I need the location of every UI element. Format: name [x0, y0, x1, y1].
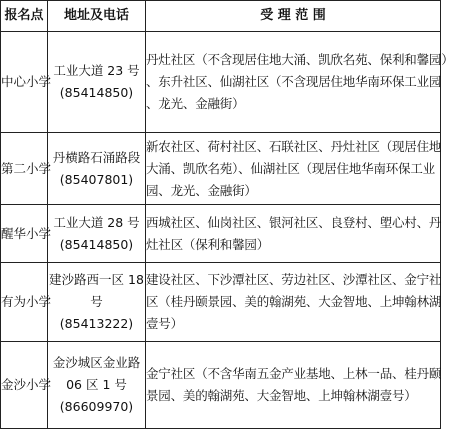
- table-row: [1, 133, 441, 205]
- scope-line: 新农社区、荷村社区、石联社区、丹灶社区（现居住地: [146, 138, 442, 154]
- school-scope: [146, 263, 441, 342]
- school-address: [48, 32, 146, 133]
- scope-line: 金宁社区（不含华南五金产业基地、上林一品、桂丹颐: [146, 366, 442, 381]
- address-line: 金沙城区金业路: [52, 355, 141, 370]
- scope-line: 西城社区、仙岗社区、银河社区、良登村、塱心村、丹: [146, 214, 442, 230]
- table-row: [1, 32, 441, 133]
- school-name: 中心小学: [1, 32, 48, 133]
- scope-line: 灶社区（保利和馨园）: [146, 236, 270, 252]
- school-name: 醒华小学: [1, 205, 48, 263]
- scope-line: 丹灶社区（不含现居住地大涌、凯欣名苑、保利和馨园）: [146, 52, 454, 67]
- scope-line: 、东升社区、仙湖社区（不含现居住地华南环保工业园: [146, 74, 442, 89]
- scope-line: 建设社区、下沙潭社区、劳边社区、沙潭社区、金宁社: [146, 272, 442, 287]
- school-address: [48, 133, 146, 205]
- address-line: 06 区 1 号: [66, 377, 127, 392]
- address-line: 工业大道 28 号: [53, 214, 140, 230]
- school-address: [48, 263, 146, 342]
- address-line: 建沙路西一区 18: [49, 272, 144, 287]
- header-scope: 受 理 范 围: [146, 1, 441, 32]
- scope-line: 区（桂丹颐景园、美的翰湖苑、大金智地、上坤翰林湖: [146, 294, 442, 309]
- address-line: 丹横路石涌路段: [52, 149, 141, 165]
- school-scope: [146, 342, 441, 429]
- address-phone: (85413222): [59, 316, 134, 331]
- address-phone: (86609970): [59, 399, 134, 414]
- table-row: [1, 205, 441, 263]
- scope-line: 、龙光、金融街）: [146, 96, 245, 111]
- table-row: [1, 342, 441, 429]
- address-phone: (85414850): [59, 236, 134, 252]
- address-line: 号: [90, 294, 103, 309]
- scope-line: 壹号）: [146, 316, 183, 331]
- header-address: 地址及电话: [48, 1, 146, 32]
- school-name: 有为小学: [1, 263, 48, 342]
- school-name: 第二小学: [1, 133, 48, 205]
- address-phone: (85414850): [59, 85, 134, 100]
- school-name: 金沙小学: [1, 342, 48, 429]
- table-row: [1, 263, 441, 342]
- address-line: 工业大道 23 号: [53, 63, 140, 78]
- scope-line: 大涌、凯欣名苑）、仙湖社区（现居住地华南环保工业: [146, 160, 435, 176]
- header-row: [1, 1, 441, 32]
- school-scope: [146, 32, 454, 133]
- scope-line: 景园、美的翰湖苑、大金智地、上坤翰林湖壹号）: [146, 388, 417, 403]
- school-address: [48, 205, 146, 263]
- header-school: 报名点: [1, 1, 48, 32]
- school-scope: [146, 133, 441, 205]
- scope-line: 园、龙光、金融街）: [146, 182, 257, 198]
- address-phone: (85407801): [59, 171, 134, 187]
- school-scope: [146, 205, 441, 263]
- school-address: [48, 342, 146, 429]
